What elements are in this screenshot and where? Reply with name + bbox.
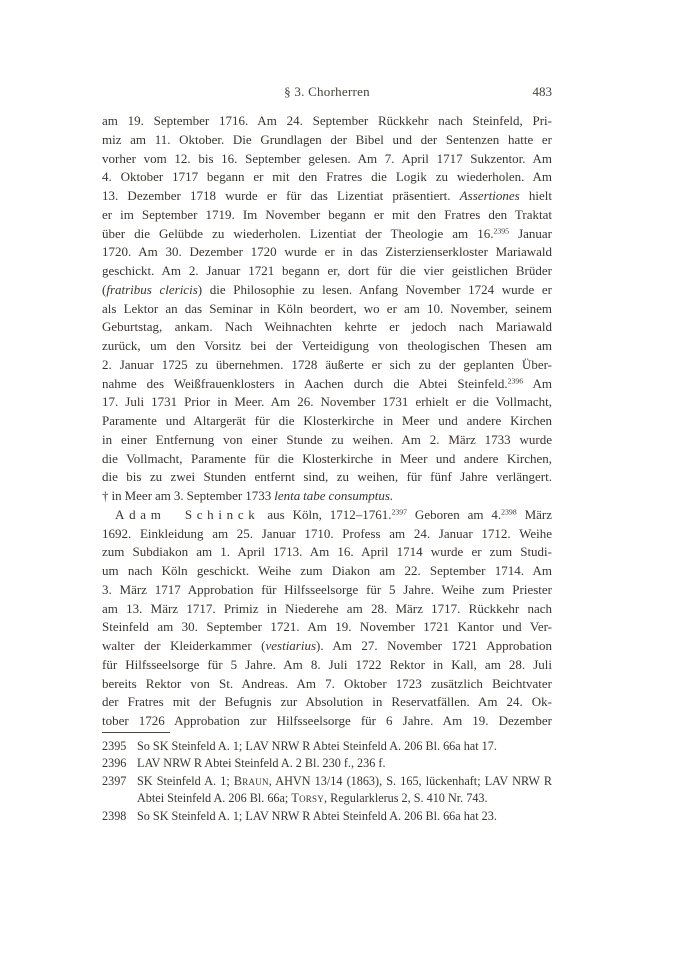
text-line — [102, 506, 552, 525]
text-segment: am 13. März 1717. Primiz in Niederehe am 28. März 1717. Rückkehr nach — [102, 600, 552, 616]
text-segment: 4. Oktober 1717 begann er mit den Fratres die Logik zu wiederholen. Am — [102, 169, 552, 185]
text-segment: Geboren am 4. — [407, 506, 502, 522]
text-segment: vestiarius — [265, 638, 317, 653]
text-segment: als Lektor an das Seminar in Köln beordert, wo er am 10. November, seinem — [102, 300, 552, 316]
text-segment: Paramente und Altargerät für die Klosterkirche in Meer und andere Kirchen — [102, 413, 552, 428]
text-segment: über die Gelübde zu wiederholen. Lizentiat der Theologie am 16. — [102, 225, 494, 241]
text-line — [102, 412, 552, 431]
text-segment: LAV NRW R Abtei Steinfeld A. 2 Bl. 230 f., 236 f. — [137, 756, 386, 771]
text-segment: für Hilfsseelsorge für 5 Jahre. Am 8. Juli 1722 Rektor in Kall, am 28. Juli — [102, 656, 552, 672]
text-line — [102, 618, 552, 637]
footnote-text — [137, 738, 552, 755]
running-header — [102, 84, 552, 99]
footnote-text — [137, 773, 552, 808]
section-title: § 3. Chorherren — [284, 84, 370, 99]
text-line — [102, 168, 552, 187]
text-line — [102, 525, 552, 544]
text-segment: März — [516, 506, 553, 522]
text-segment: So SK Steinfeld A. 1; LAV NRW R Abtei Steinfeld A. 206 Bl. 66a hat 17. — [137, 739, 497, 753]
text-line — [102, 243, 552, 262]
text-segment: fratribus clericis — [106, 281, 198, 297]
text-segment: 3. März 1717 Approbation für Hilfsseelsorge für 5 Jahre. Weihe zum Priester — [102, 581, 552, 597]
text-line — [102, 656, 552, 675]
text-line — [102, 450, 552, 469]
paragraph-adam-schinck — [102, 506, 552, 731]
text-segment: hielt — [519, 188, 552, 203]
text-line — [137, 808, 552, 825]
text-segment: Januar — [509, 225, 553, 241]
footnote-ref: 2396 — [507, 376, 524, 386]
text-segment: ( — [102, 281, 107, 297]
text-segment: geschickt. Am 2. Januar 1721 begann er, dort für die vier geistlichen Brüder — [102, 263, 552, 278]
body-text — [102, 112, 552, 731]
text-line — [102, 337, 552, 356]
footnote-number: 2398 — [102, 808, 127, 823]
text-segment: aus Köln, 1712–1761. — [259, 506, 392, 522]
text-line — [102, 131, 552, 150]
footnote-separator — [102, 732, 170, 733]
footnote-number: 2397 — [102, 773, 127, 788]
text-segment: vorher vom 12. bis 16. September gelesen. Am 7. April 1717 Sukzentor. Am — [102, 150, 552, 166]
text-segment: Am — [523, 375, 552, 391]
text-line — [137, 773, 552, 790]
text-line — [137, 755, 552, 772]
text-segment: , Regularklerus 2, S. 410 Nr. 743. — [324, 791, 488, 806]
text-segment: ) die Philosophie zu lesen. Anfang November 1724 wurde er — [197, 281, 552, 297]
text-segment: Assertiones — [459, 188, 520, 203]
text-segment: Geburtstag, ankam. Nach Weihnachten kehrte er jedoch nach Mariawald — [102, 319, 552, 335]
text-segment: miz am 11. Oktober. Die Grundlagen der Bibel und der Sentenzen hatte er — [102, 131, 552, 147]
text-line — [102, 300, 552, 319]
paragraph-continuation — [102, 112, 552, 506]
text-line — [102, 431, 552, 450]
text-segment: walter der Kleiderkammer ( — [102, 638, 266, 653]
footnote — [102, 808, 552, 825]
footnote-text — [137, 755, 552, 772]
text-segment: am 19. September 1716. Am 24. September Rückkehr nach Steinfeld, Pri- — [102, 113, 552, 128]
text-segment: tober 1726 Approbation zur Hilfsseelsorge für 6 Jahre. Am 19. Dezember — [102, 713, 552, 728]
text-segment: die Vollmacht, Paramente für die Klosterkirche in Meer und andere Kirchen, — [102, 450, 552, 466]
text-segment: So SK Steinfeld A. 1; LAV NRW R Abtei Steinfeld A. 206 Bl. 66a hat 23. — [137, 808, 497, 823]
text-segment: Adam Schinck — [115, 506, 260, 522]
text-line — [102, 675, 552, 694]
text-segment: SK Steinfeld A. 1; — [137, 773, 234, 788]
text-segment: um nach Köln geschickt. Weihe zum Diakon am 22. September 1714. Am — [102, 563, 552, 578]
footnote — [102, 755, 552, 772]
text-line — [102, 262, 552, 281]
page-number: 483 — [532, 84, 552, 99]
text-segment: 13. Dezember 1718 wurde er für das Lizentiat präsentiert. — [102, 188, 460, 203]
footnote-ref: 2397 — [391, 507, 408, 517]
text-line — [137, 790, 552, 807]
text-line — [102, 562, 552, 581]
text-line — [102, 693, 552, 712]
text-segment: Steinfeld am 30. September 1721. Am 19. November 1721 Kantor und Ver- — [102, 619, 552, 635]
footnote-ref: 2398 — [501, 507, 517, 517]
text-line — [102, 150, 552, 169]
text-segment: zum Subdiakon am 1. April 1713. Am 16. April 1714 wurde er zum Studi- — [102, 544, 552, 560]
footnote-text — [137, 808, 552, 825]
text-segment: er im September 1719. Im November begann er mit den Fratres den Traktat — [102, 206, 552, 222]
text-segment: 1720. Am 30. Dezember 1720 wurde er in das Zisterzienserkloster Mariawald — [102, 244, 552, 260]
text-line — [102, 206, 552, 225]
text-segment: 17. Juli 1731 Prior in Meer. Am 26. November 1731 erhielt er die Vollmacht, — [102, 394, 552, 410]
footnotes-section — [102, 738, 552, 825]
text-line — [102, 712, 552, 731]
text-segment: lenta tabe consumptus. — [274, 488, 394, 503]
text-line — [102, 225, 552, 244]
footnote — [102, 738, 552, 755]
footnote-number: 2396 — [102, 756, 127, 771]
text-line — [102, 112, 552, 131]
text-line — [102, 487, 552, 506]
text-line — [102, 356, 552, 375]
text-segment: bereits Rektor von St. Andreas. Am 7. Oktober 1723 zusätzlich Beichtvater — [102, 675, 552, 691]
text-line — [137, 738, 552, 755]
text-segment: Braun — [233, 773, 269, 788]
text-segment: zurück, um den Vorsitz bei der Verteidigung von theologischen Thesen am — [102, 338, 552, 353]
text-line — [102, 543, 552, 562]
text-line — [102, 581, 552, 600]
text-segment: , AHVN 13/14 (1863), S. 165, lückenhaft; LAV NRW R — [268, 773, 552, 788]
text-segment: in einer Entfernung von einer Stunde zu weihen. Am 2. März 1733 wurde — [102, 431, 552, 447]
text-segment: nahme des Weißfrauenklosters in Aachen durch die Abtei Steinfeld. — [102, 375, 508, 391]
text-segment: 2. Januar 1725 zu übernehmen. 1728 äußerte er sich zu der geplanten Über- — [102, 356, 552, 372]
text-segment: der Fratres mit der Befugnis zur Absolution in Reservatfällen. Am 24. Ok- — [102, 694, 552, 710]
text-line — [102, 281, 552, 300]
text-segment: 1692. Einkleidung am 25. Januar 1710. Profess am 24. Januar 1712. Weihe — [102, 525, 552, 541]
text-segment: Abtei Steinfeld A. 206 Bl. 66a; — [137, 791, 292, 806]
text-segment: ). Am 27. November 1721 Approbation — [316, 638, 553, 653]
text-segment: die bis zu zwei Stunden entfernt sind, zu weihen, für fünf Jahre verlängert. — [102, 469, 552, 485]
footnote-number: 2395 — [102, 739, 127, 753]
footnote — [102, 773, 552, 808]
text-line — [102, 318, 552, 337]
text-line — [102, 393, 552, 412]
footnote-ref: 2395 — [493, 226, 510, 236]
text-line — [102, 600, 552, 619]
text-line — [102, 637, 552, 656]
text-line — [102, 375, 552, 394]
text-segment: Torsy — [291, 791, 325, 806]
text-segment: † in Meer am 3. September 1733 — [102, 488, 275, 503]
text-line — [102, 187, 552, 206]
text-line — [102, 468, 552, 487]
